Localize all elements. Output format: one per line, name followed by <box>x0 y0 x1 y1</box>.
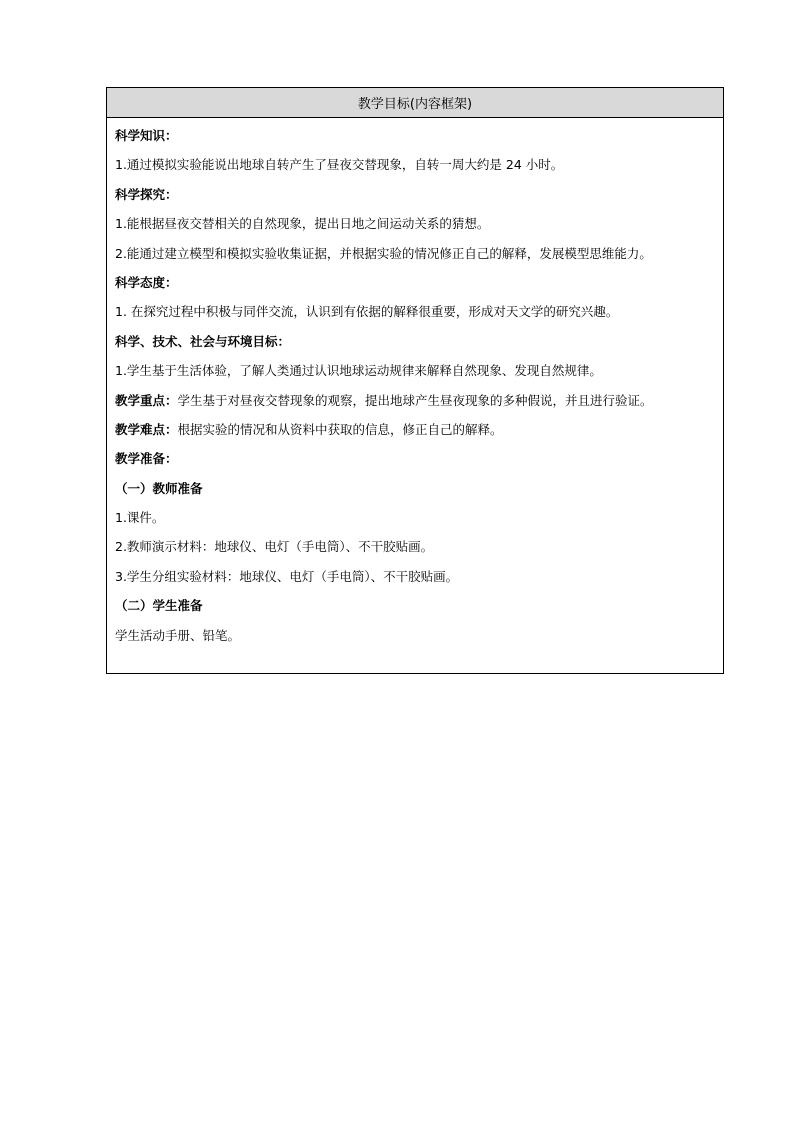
subheading-student-preparation: （二）学生准备 <box>115 598 203 614</box>
attitude-item-1: 1. 在探究过程中积极与同伴交流，认识到有依据的解释很重要，形成对天文学的研究兴趣。 <box>115 304 619 320</box>
knowledge-item-1: 1.通过模拟实验能说出地球自转产生了昼夜交替现象，自转一周大约是 24 小时。 <box>115 157 564 173</box>
inquiry-item-1: 1.能根据昼夜交替相关的自然现象，提出日地之间运动关系的猜想。 <box>115 216 490 232</box>
teaching-goals-table <box>106 87 724 674</box>
subheading-teacher-preparation: （一）教师准备 <box>115 480 203 496</box>
section-heading-inquiry: 科学探究： <box>115 186 178 202</box>
teaching-difficulty: 教学难点：根据实验的情况和从资料中获取的信息，修正自己的解释。 <box>115 421 503 437</box>
teacher-prep-item-3: 3.学生分组实验材料：地球仪、电灯（手电筒）、不干胶贴画。 <box>115 568 459 584</box>
inquiry-item-2: 2.能通过建立模型和模拟实验收集证据，并根据实验的情况修正自己的解释，发展模型思维能力。 <box>115 245 652 261</box>
student-prep-item-1: 学生活动手册、铅笔。 <box>115 627 241 643</box>
section-heading-stse: 科学、技术、社会与环境目标： <box>115 333 291 349</box>
teacher-prep-item-1: 1.课件。 <box>115 510 165 526</box>
table-body <box>107 118 723 654</box>
section-heading-attitude: 科学态度： <box>115 274 178 290</box>
stse-item-1: 1.学生基于生活体验，了解人类通过认识地球运动规律来解释自然现象、发现自然规律。 <box>115 363 602 379</box>
teacher-prep-item-2: 2.教师演示材料：地球仪、电灯（手电筒）、不干胶贴画。 <box>115 539 434 555</box>
teaching-focus: 教学重点：学生基于对昼夜交替现象的观察，提出地球产生昼夜现象的多种假说，并且进行验证。 <box>115 392 653 408</box>
table-header <box>107 88 723 118</box>
table-header-title: 教学目标(内容框架) <box>357 97 473 112</box>
section-heading-preparation: 教学准备： <box>115 451 178 467</box>
section-heading-knowledge: 科学知识： <box>115 128 178 143</box>
